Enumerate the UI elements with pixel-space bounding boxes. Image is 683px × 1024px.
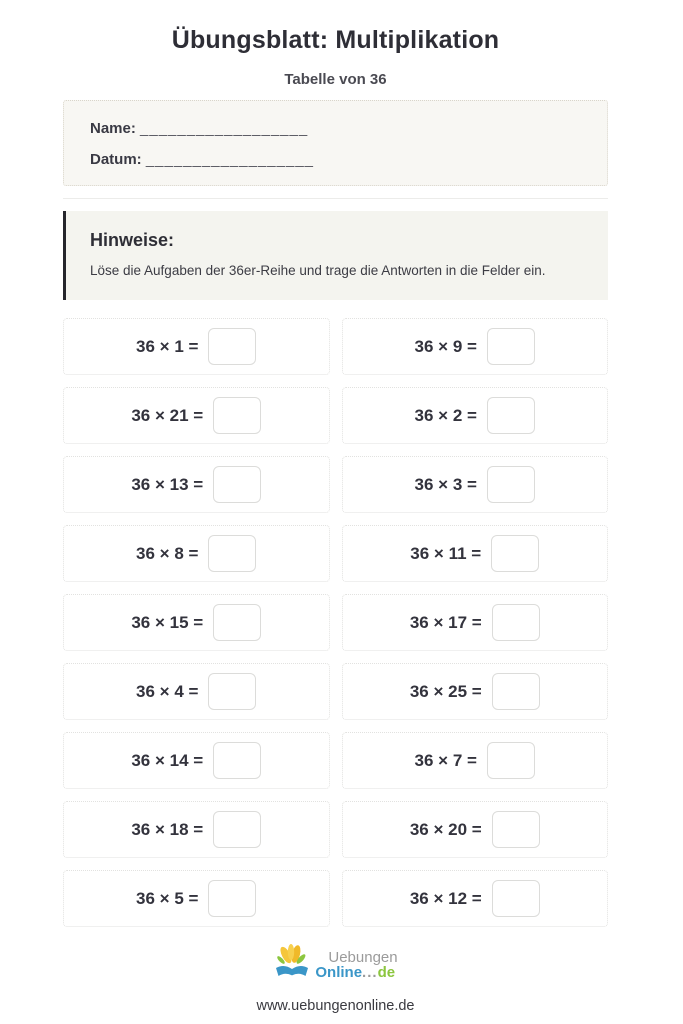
problem-text: 36 × 8 =: [136, 543, 199, 563]
problem-text: 36 × 9 =: [414, 336, 477, 356]
problem-card: [63, 594, 330, 651]
answer-field[interactable]: [492, 880, 540, 917]
problem-card: [63, 387, 330, 444]
problem-card: [63, 663, 330, 720]
problem-card: [63, 318, 330, 375]
problems-grid: [63, 318, 608, 927]
answer-field[interactable]: [487, 466, 535, 503]
site-url: www.uebungenonline.de: [256, 998, 415, 1014]
logo-line-uebungen: Uebungen: [328, 948, 398, 966]
problem-card: [342, 387, 609, 444]
worksheet-page: [63, 26, 608, 1014]
answer-field[interactable]: [492, 673, 540, 710]
problem-card: [342, 801, 609, 858]
answer-field[interactable]: [492, 604, 540, 641]
answer-field[interactable]: [213, 604, 261, 641]
problem-text: 36 × 2 =: [414, 405, 477, 425]
problem-text: 36 × 4 =: [136, 681, 199, 701]
section-divider: [63, 198, 608, 199]
answer-field[interactable]: [213, 742, 261, 779]
logo-wordmark: [315, 950, 397, 980]
problem-card: [63, 732, 330, 789]
footer: [63, 942, 608, 1014]
name-label: Name:: [90, 120, 136, 137]
problem-card: [342, 870, 609, 927]
answer-field[interactable]: [492, 811, 540, 848]
date-label: Datum:: [90, 151, 142, 168]
problem-text: 36 × 15 =: [131, 612, 204, 632]
problem-card: [342, 456, 609, 513]
name-row: [90, 120, 581, 137]
problem-card: [342, 663, 609, 720]
problem-text: 36 × 5 =: [136, 888, 199, 908]
logo-line-online-de: Online...de: [315, 963, 396, 981]
problem-text: 36 × 1 =: [136, 336, 199, 356]
hints-text: Löse die Aufgaben der 36er-Reihe und trage die Antworten in die Felder ein.: [90, 263, 546, 278]
problem-card: [342, 525, 609, 582]
answer-field[interactable]: [213, 811, 261, 848]
problem-text: 36 × 3 =: [414, 474, 477, 494]
date-blank-line: __________________: [145, 151, 315, 168]
answer-field[interactable]: [208, 328, 256, 365]
uebungenonline-logo: [273, 942, 397, 987]
hints-box: [63, 211, 608, 300]
answer-field[interactable]: [487, 742, 535, 779]
problem-text: 36 × 11 =: [410, 543, 482, 563]
page-subtitle: Tabelle von 36: [284, 71, 387, 88]
problem-text: 36 × 13 =: [131, 474, 204, 494]
problem-card: [63, 525, 330, 582]
answer-field[interactable]: [208, 535, 256, 572]
problem-card: [63, 801, 330, 858]
page-title: Übungsblatt: Multiplikation: [171, 26, 500, 54]
answer-field[interactable]: [487, 328, 535, 365]
problem-text: 36 × 21 =: [131, 405, 204, 425]
open-book-plant-icon: [273, 942, 313, 987]
problem-card: [63, 870, 330, 927]
answer-field[interactable]: [487, 397, 535, 434]
problem-text: 36 × 12 =: [409, 888, 482, 908]
answer-field[interactable]: [213, 466, 261, 503]
date-row: [90, 151, 581, 168]
problem-text: 36 × 18 =: [131, 819, 204, 839]
answer-field[interactable]: [208, 880, 256, 917]
problem-text: 36 × 17 =: [409, 612, 482, 632]
problem-card: [342, 594, 609, 651]
problem-card: [63, 456, 330, 513]
problem-card: [342, 318, 609, 375]
problem-text: 36 × 14 =: [131, 750, 204, 770]
problem-text: 36 × 7 =: [414, 750, 477, 770]
name-blank-line: __________________: [140, 120, 309, 137]
hints-heading: Hinweise:: [90, 230, 175, 250]
answer-field[interactable]: [213, 397, 261, 434]
name-date-box: [63, 100, 608, 186]
problem-text: 36 × 25 =: [409, 681, 482, 701]
answer-field[interactable]: [208, 673, 256, 710]
problem-card: [342, 732, 609, 789]
problem-text: 36 × 20 =: [409, 819, 482, 839]
answer-field[interactable]: [491, 535, 539, 572]
